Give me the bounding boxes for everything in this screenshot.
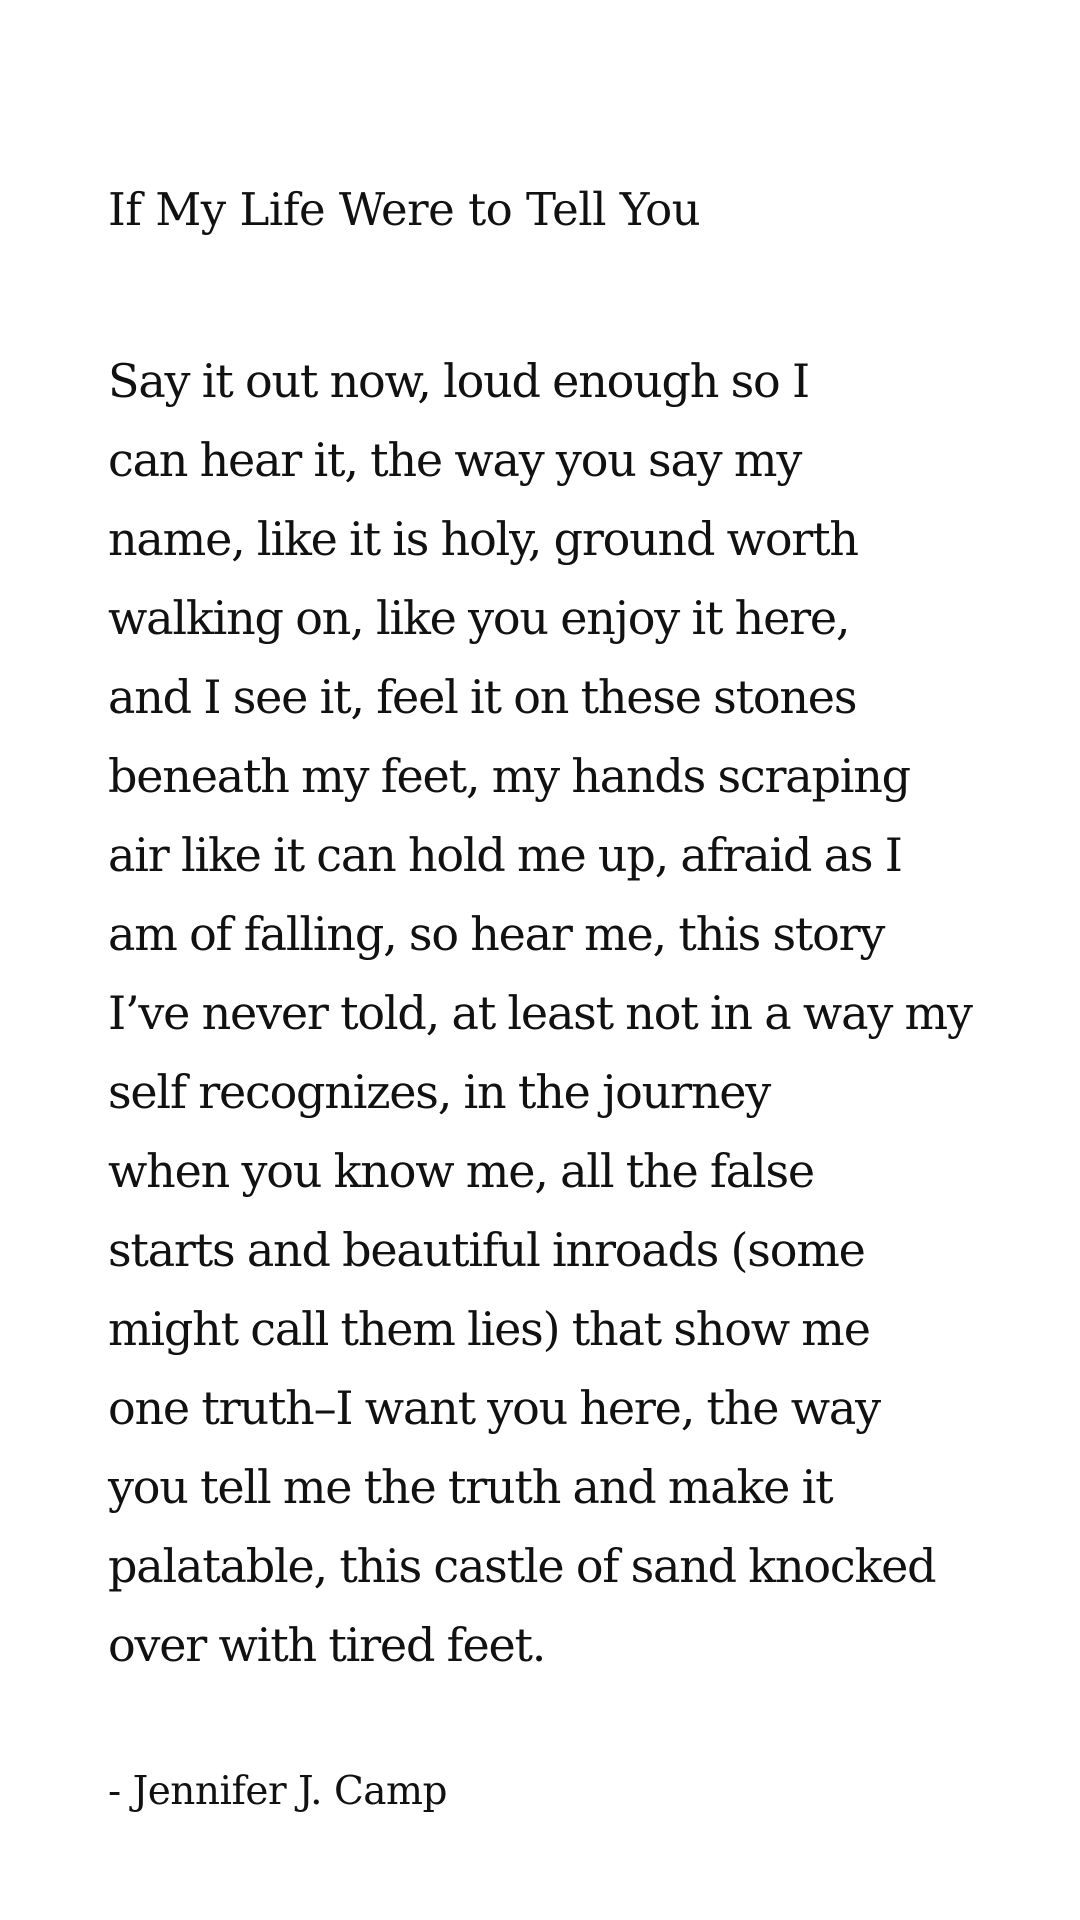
poem-line: palatable, this castle of sand knocked — [108, 1539, 936, 1593]
poem-line: one truth–I want you here, the way — [108, 1381, 880, 1435]
poem-line: walking on, like you enjoy it here, — [108, 591, 850, 645]
poem-line: can hear it, the way you say my — [108, 433, 802, 487]
poem-attribution: - Jennifer J. Camp — [108, 1769, 447, 1814]
poem-line: name, like it is holy, ground worth — [108, 512, 858, 566]
poem-line: air like it can hold me up, afraid as I — [108, 828, 902, 882]
poem-line: and I see it, feel it on these stones — [108, 670, 857, 724]
poem-body — [108, 342, 972, 1685]
poem-line: am of falling, so hear me, this story — [108, 907, 885, 961]
poem-line: over with tired feet. — [108, 1618, 546, 1672]
poem-line: starts and beautiful inroads (some — [108, 1223, 865, 1277]
poem-line: might call them lies) that show me — [108, 1302, 870, 1356]
poem-line: self recognizes, in the journey — [108, 1065, 771, 1119]
poem-title: If My Life Were to Tell You — [108, 183, 701, 236]
poem-line: I’ve never told, at least not in a way my — [108, 986, 972, 1040]
poem-line: beneath my feet, my hands scraping — [108, 749, 910, 803]
poem-line: Say it out now, loud enough so I — [108, 354, 809, 408]
poem-page — [108, 0, 1020, 1920]
poem-line: you tell me the truth and make it — [108, 1460, 833, 1514]
poem-line: when you know me, all the false — [108, 1144, 814, 1198]
